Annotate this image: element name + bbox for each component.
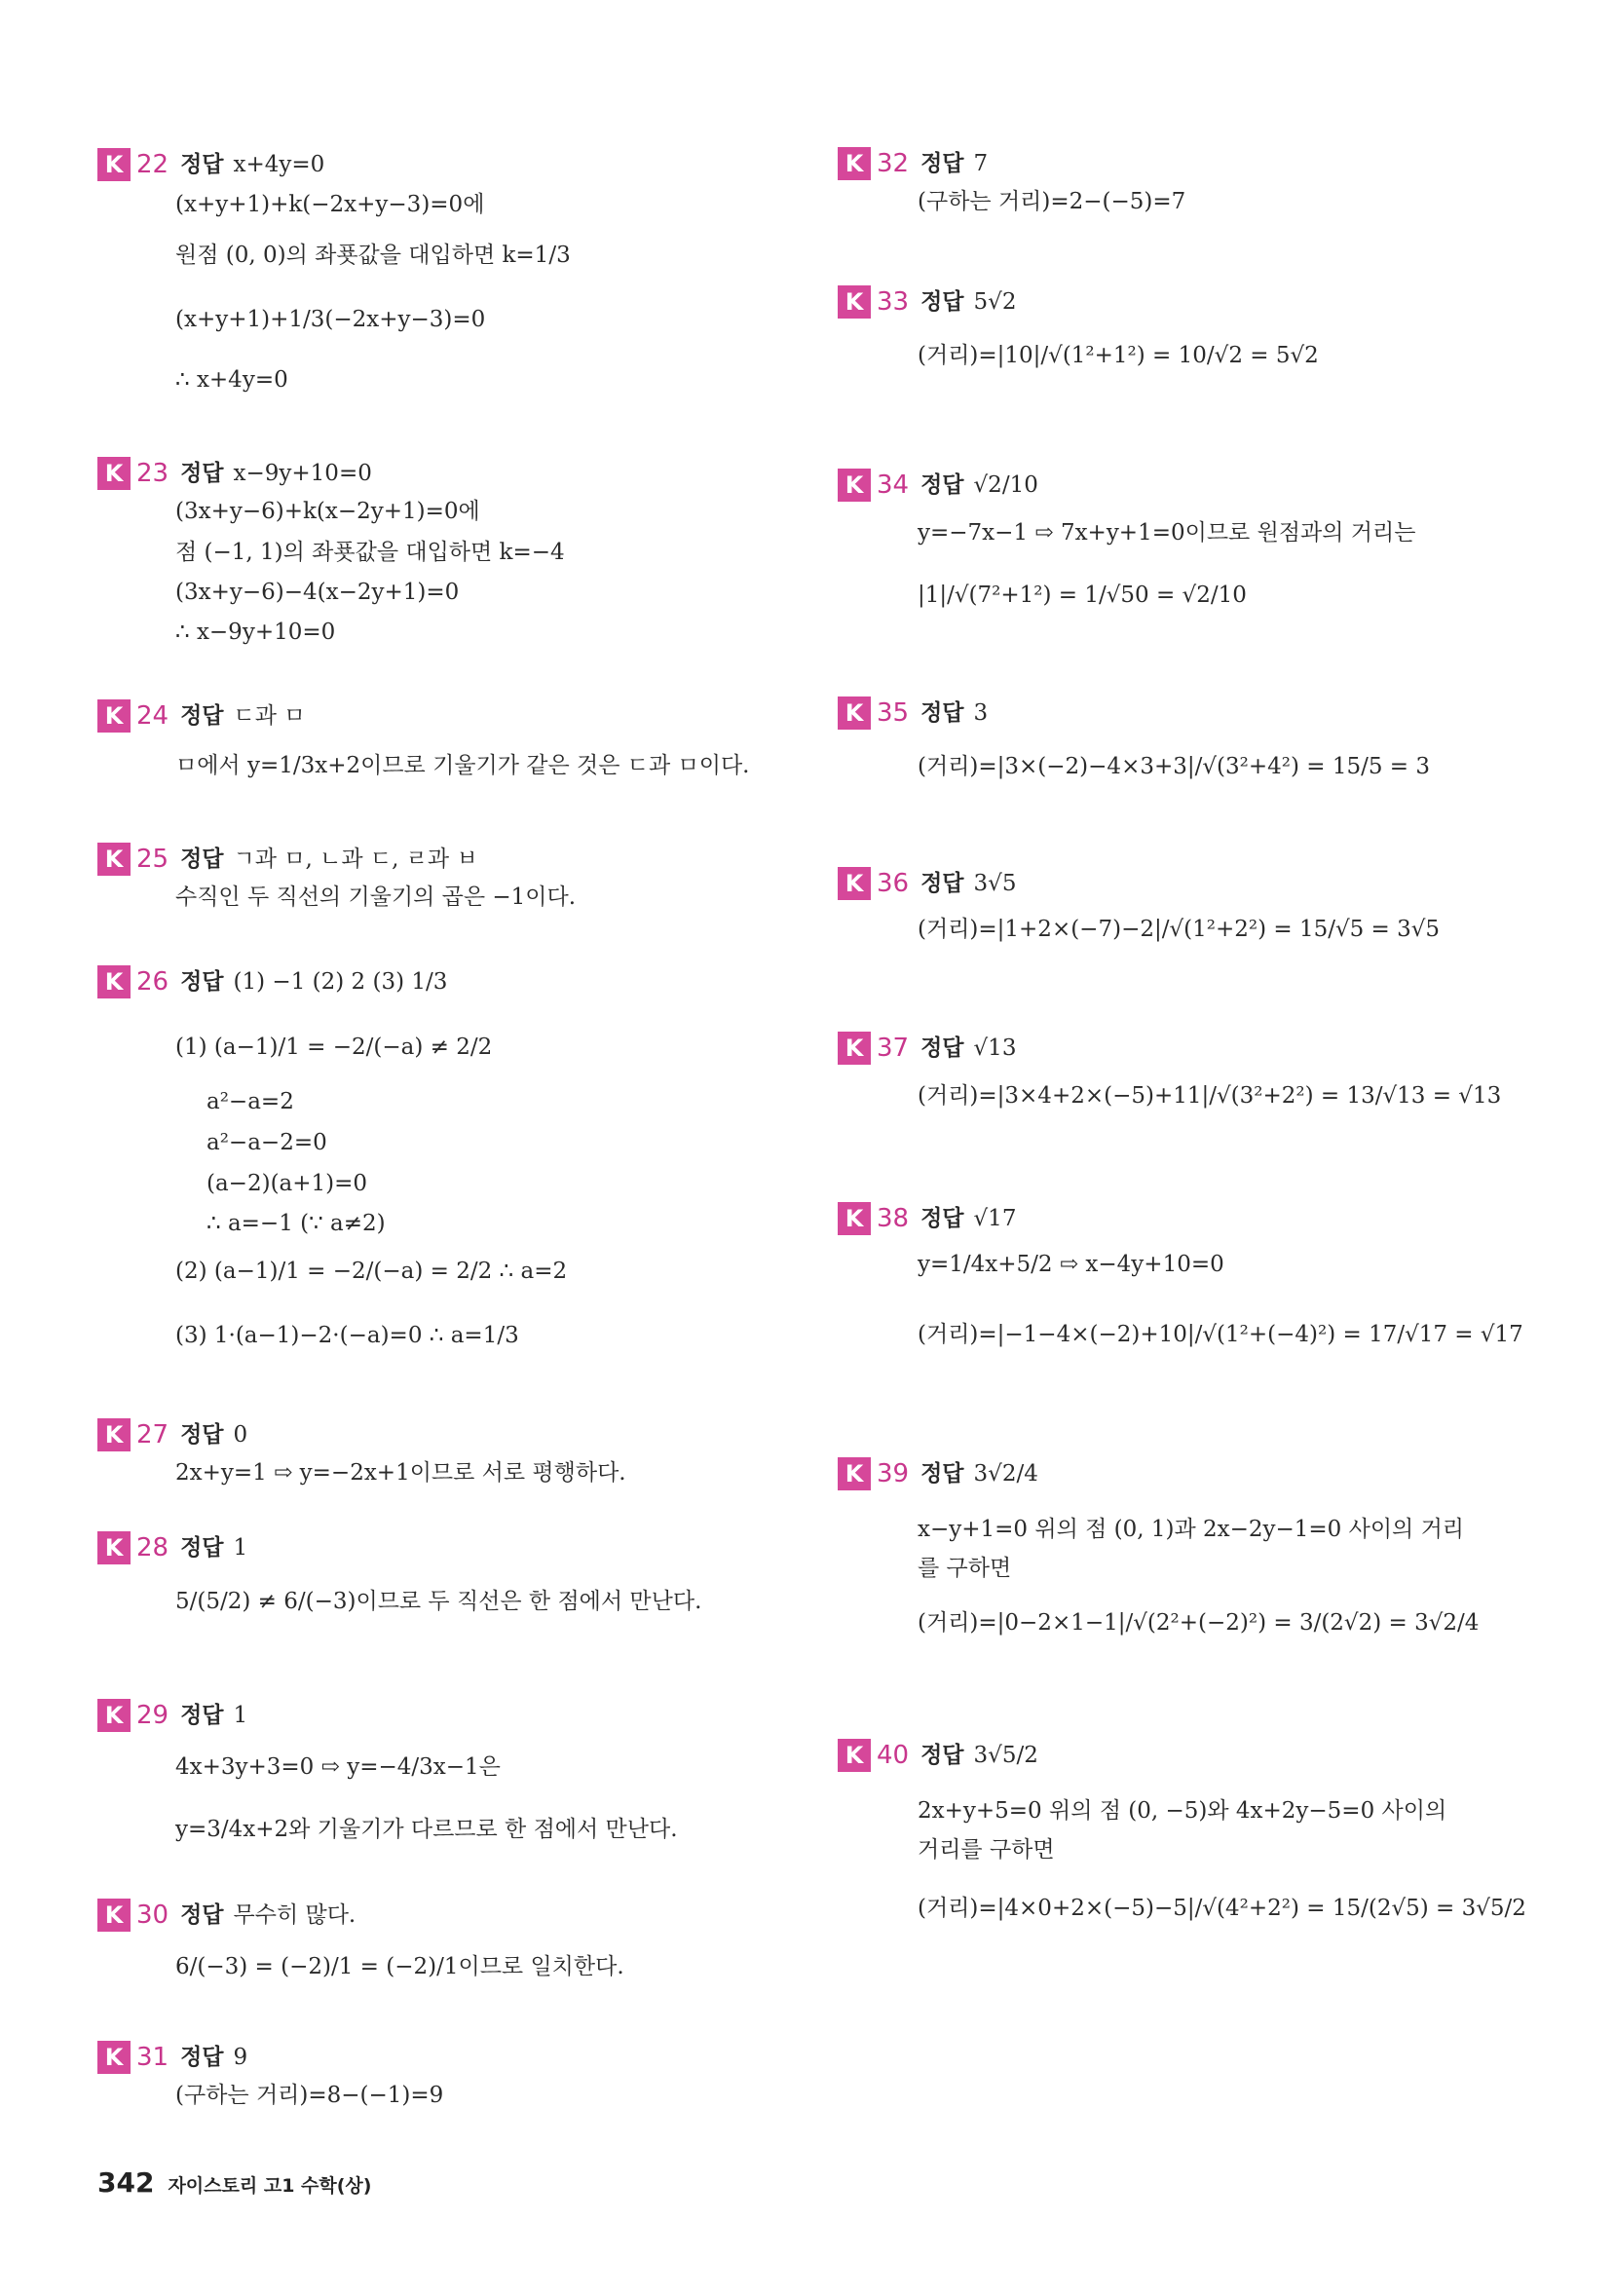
solution-line: (x+y+1)+k(−2x+y−3)=0에 [175,192,485,217]
answer-label: 정답 [920,288,964,315]
k-badge: K [838,1032,871,1065]
answer-value: 무수히 많다. [233,1901,357,1928]
problem-30 [97,1897,624,1979]
solution-line: (거리)=|−1−4×(−2)+10|/√(1²+(−4)²) = 17/√17 = √17 [918,1322,1523,1347]
solution-line: ∴ x−9y+10=0 [175,620,336,645]
page-number: 342 [97,2166,155,2199]
answer-label: 정답 [180,2044,224,2070]
solution-line: (2) (a−1)/1 = −2/(−a) = 2/2 ∴ a=2 [175,1259,568,1284]
answer-value: 3√5/2 [973,1742,1038,1768]
problem-number: 23 [136,458,169,488]
problem-header [97,841,478,874]
problem-33 [838,283,1319,368]
answer-label: 정답 [920,870,964,896]
solution-line: 를 구하면 [918,1556,1012,1581]
solution-line: ∴ a=−1 (∵ a≠2) [206,1211,386,1236]
k-badge: K [97,1899,131,1932]
answer-value: 5√2 [973,288,1017,315]
solution-line: a²−a−2=0 [206,1130,327,1155]
k-badge: K [97,2041,131,2074]
problem-26 [97,963,568,1348]
solution-line: (3x+y−6)−4(x−2y+1)=0 [175,580,460,605]
problem-header [838,695,988,728]
solution-line: (3) 1·(a−1)−2·(−a)=0 ∴ a=1/3 [175,1323,519,1348]
solution-line: y=3/4x+2와 기울기가 다르므로 한 점에서 만난다. [175,1817,678,1842]
problem-header [838,1200,1016,1233]
k-badge: K [838,867,871,900]
answer-value: (1) −1 (2) 2 (3) 1/3 [233,968,448,995]
solution-line: y=−7x−1 ⇨ 7x+y+1=0이므로 원점과의 거리는 [918,520,1416,546]
k-badge: K [97,699,131,733]
solution-line: 4x+3y+3=0 ⇨ y=−4/3x−1은 [175,1754,501,1780]
answer-label: 정답 [180,151,224,177]
problem-38 [838,1200,1523,1347]
k-badge: K [97,965,131,998]
problem-header [838,145,988,178]
problem-number: 33 [877,286,910,317]
problem-header [838,467,1038,500]
answer-label: 정답 [180,846,224,872]
problem-number: 27 [136,1419,169,1449]
problem-29 [97,1697,678,1842]
answer-value: 7 [973,150,989,176]
problem-header [97,697,306,731]
problem-header [97,146,324,179]
problem-36 [838,865,1441,942]
problem-35 [838,695,1431,779]
answer-value: 9 [233,2044,248,2070]
solution-line: |1|/√(7²+1²) = 1/√50 = √2/10 [918,583,1247,608]
k-badge: K [97,1531,131,1564]
answer-label: 정답 [920,1205,964,1231]
problem-header [838,283,1016,317]
problem-31 [97,2039,444,2108]
problem-number: 22 [136,149,169,179]
k-badge: K [838,1202,871,1235]
solution-line: 원점 (0, 0)의 좌푯값을 대입하면 k=1/3 [175,243,571,268]
answer-value: 3 [973,699,989,726]
problem-40 [838,1737,1526,1921]
solution-line: (거리)=|3×4+2×(−5)+11|/√(3²+2²) = 13/√13 = √13 [918,1083,1502,1109]
solution-line: 6/(−3) = (−2)/1 = (−2)/1이므로 일치한다. [175,1954,624,1979]
solution-line: x−y+1=0 위의 점 (0, 1)과 2x−2y−1=0 사이의 거리 [918,1517,1465,1542]
problem-number: 36 [877,868,910,898]
book-title: 자이스토리 고1 수학(상) [168,2175,372,2197]
problem-header [838,1455,1038,1488]
problem-header [838,1737,1038,1770]
solution-line: (거리)=|3×(−2)−4×3+3|/√(3²+4²) = 15/5 = 3 [918,754,1431,779]
solution-line: 거리를 구하면 [918,1837,1055,1863]
answer-value: √17 [973,1205,1017,1231]
k-badge: K [838,696,871,730]
problem-39 [838,1455,1480,1636]
answer-value: 1 [233,1534,248,1561]
problem-25 [97,841,577,910]
answer-value: x+4y=0 [233,151,325,177]
k-badge: K [97,148,131,181]
problem-number: 35 [877,697,910,728]
solution-line: ㅁ에서 y=1/3x+2이므로 기울기가 같은 것은 ㄷ과 ㅁ이다. [175,753,750,778]
answer-value: 1 [233,1702,248,1728]
solution-line: 점 (−1, 1)의 좌푯값을 대입하면 k=−4 [175,540,565,565]
answer-label: 정답 [180,460,224,486]
answer-value: 3√2/4 [973,1460,1038,1487]
solution-line: (구하는 거리)=8−(−1)=9 [175,2083,444,2108]
solution-line: (1) (a−1)/1 = −2/(−a) ≠ 2/2 [175,1035,493,1060]
k-badge: K [838,147,871,180]
k-badge: K [838,285,871,319]
solution-line: (a−2)(a+1)=0 [206,1171,368,1196]
problem-number: 39 [877,1458,910,1488]
solution-line: (3x+y−6)+k(x−2y+1)=0에 [175,499,480,524]
answer-value: √2/10 [973,471,1038,498]
answer-value: ㄱ과 ㅁ, ㄴ과 ㄷ, ㄹ과 ㅂ [233,846,478,872]
solution-line: (거리)=|0−2×1−1|/√(2²+(−2)²) = 3/(2√2) = 3√2/4 [918,1610,1480,1636]
answer-value: 0 [233,1421,248,1448]
problem-number: 31 [136,2042,169,2072]
problem-header [97,2039,247,2072]
problem-number: 32 [877,148,910,178]
problem-37 [838,1030,1502,1109]
problem-number: 38 [877,1203,910,1233]
answer-value: √13 [973,1035,1017,1061]
problem-number: 30 [136,1900,169,1930]
problem-32 [838,145,1186,214]
page-footer [97,2166,371,2199]
problem-27 [97,1416,626,1486]
k-badge: K [838,1457,871,1490]
problem-header [838,865,1016,898]
problem-header [97,1529,247,1562]
answer-label: 정답 [920,150,964,176]
answer-label: 정답 [920,1035,964,1061]
problem-number: 37 [877,1033,910,1063]
solution-line: (거리)=|4×0+2×(−5)−5|/√(4²+2²) = 15/(2√5) = 3√5/2 [918,1896,1526,1921]
problem-34 [838,467,1416,608]
answer-label: 정답 [920,1742,964,1768]
answer-value: 3√5 [973,870,1017,896]
answer-label: 정답 [180,702,224,729]
problem-number: 28 [136,1532,169,1562]
k-badge: K [97,1699,131,1732]
solution-line: (x+y+1)+1/3(−2x+y−3)=0 [175,307,486,332]
solution-line: y=1/4x+5/2 ⇨ x−4y+10=0 [918,1252,1224,1277]
k-badge: K [97,1418,131,1451]
problem-number: 34 [877,470,910,500]
k-badge: K [838,469,871,502]
problem-header [838,1030,1016,1063]
problem-number: 26 [136,966,169,997]
solution-line: 2x+y=1 ⇨ y=−2x+1이므로 서로 평행하다. [175,1460,626,1486]
problem-header [97,1897,356,1930]
problem-number: 24 [136,700,169,731]
problem-22 [97,146,571,393]
problem-header [97,1416,247,1449]
problem-23 [97,455,565,645]
answer-label: 정답 [180,1421,224,1448]
problem-header [97,455,372,488]
solution-line: a²−a=2 [206,1089,294,1114]
k-badge: K [97,457,131,490]
answer-label: 정답 [920,699,964,726]
solution-line: (거리)=|1+2×(−7)−2|/√(1²+2²) = 15/√5 = 3√5 [918,917,1441,942]
solution-line: 수직인 두 직선의 기울기의 곱은 −1이다. [175,885,577,910]
problem-24 [97,697,750,778]
problem-header [97,1697,247,1730]
problem-number: 25 [136,844,169,874]
answer-label: 정답 [180,1901,224,1928]
answer-value: ㄷ과 ㅁ [233,702,306,729]
answer-label: 정답 [920,1460,964,1487]
problem-number: 40 [877,1740,910,1770]
answer-label: 정답 [920,471,964,498]
solution-line: ∴ x+4y=0 [175,367,288,393]
answer-label: 정답 [180,1702,224,1728]
answer-label: 정답 [180,968,224,995]
problem-number: 29 [136,1700,169,1730]
problem-header [97,963,447,997]
solution-line: 2x+y+5=0 위의 점 (0, −5)와 4x+2y−5=0 사이의 [918,1798,1447,1824]
k-badge: K [838,1739,871,1772]
k-badge: K [97,843,131,876]
solution-line: 5/(5/2) ≠ 6/(−3)이므로 두 직선은 한 점에서 만난다. [175,1589,702,1614]
answer-label: 정답 [180,1534,224,1561]
solution-line: (구하는 거리)=2−(−5)=7 [918,189,1186,214]
problem-28 [97,1529,702,1614]
answer-value: x−9y+10=0 [233,460,372,486]
solution-line: (거리)=|10|/√(1²+1²) = 10/√2 = 5√2 [918,343,1319,368]
